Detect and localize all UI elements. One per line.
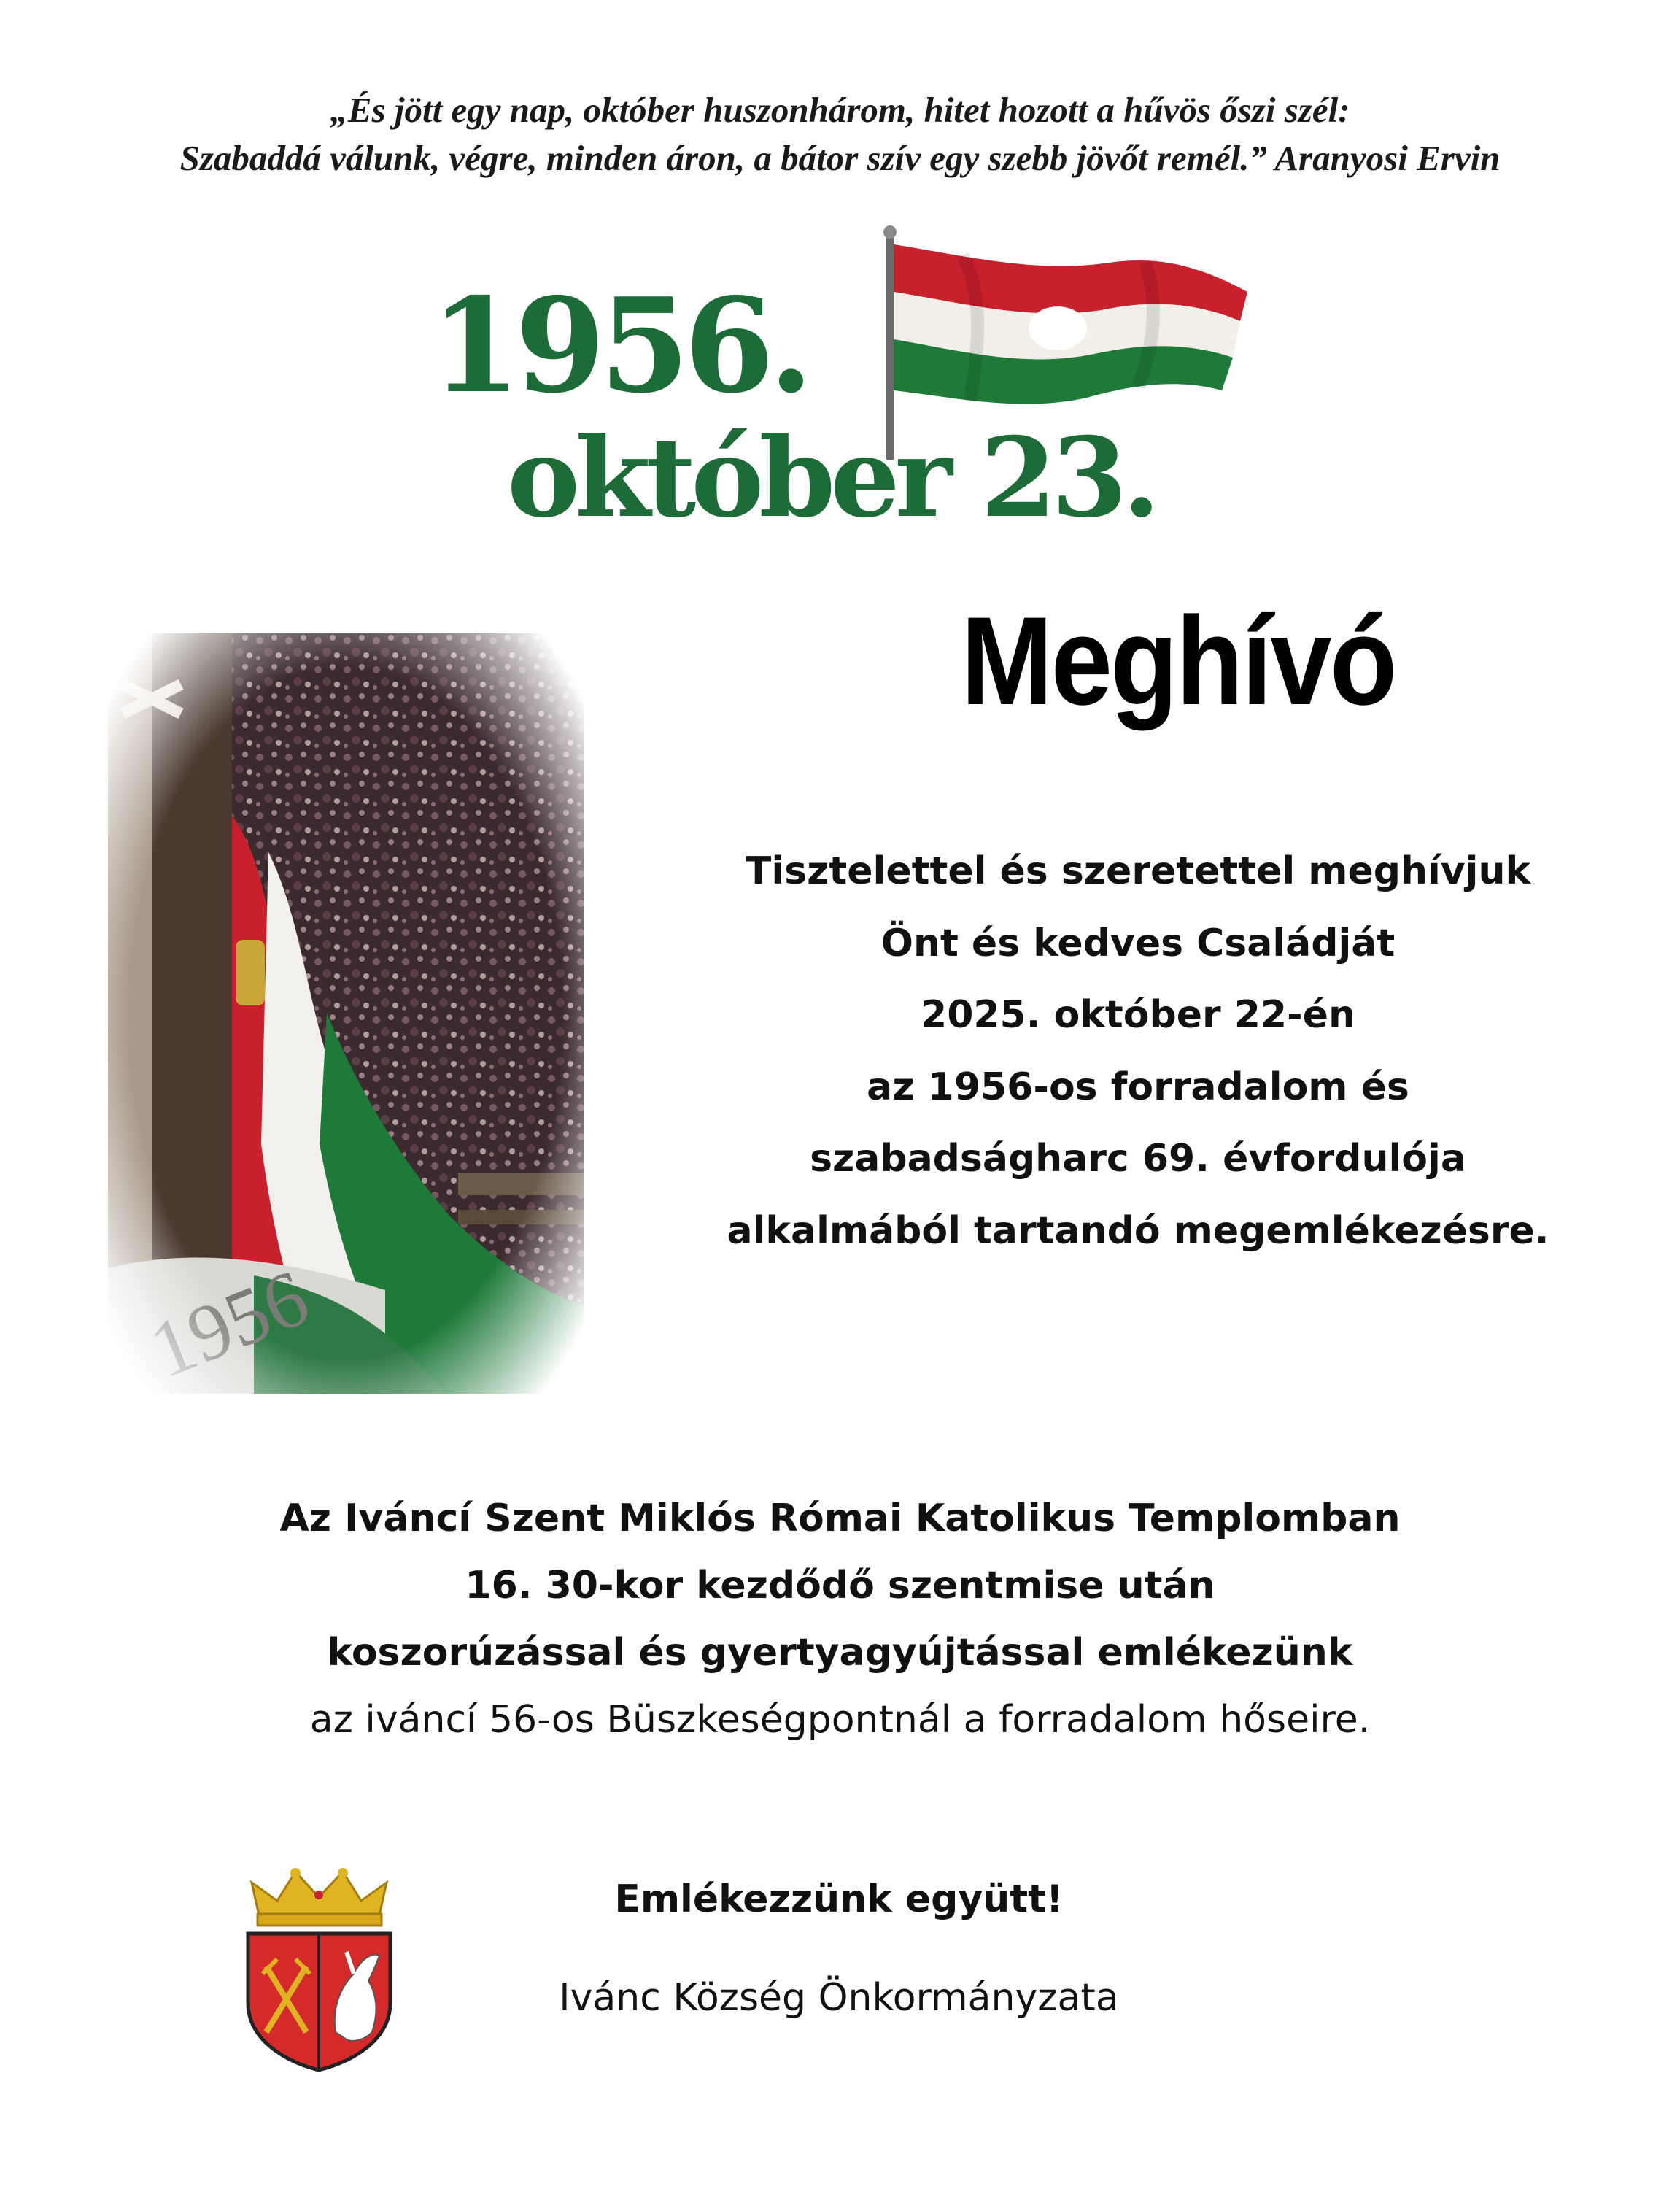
header-date: október 23. [507,414,1156,542]
memorial-photo [108,633,584,1394]
event-time: 16. 30-kor kezdődő szentmise után [465,1564,1215,1607]
invitation-line: Tisztelettel és szeretettel meghívjuk [745,849,1531,893]
invitation-line: 2025. október 22-én [921,993,1355,1037]
invitation-line: az 1956-os forradalom és [867,1065,1409,1109]
opening-quote [0,86,1680,182]
closing-slogan: Emlékezzünk együtt! [614,1877,1064,1921]
event-place: az iváncí 56-os Büszkeségpontnál a forradalom hőseire. [309,1698,1371,1742]
invitation-title: Meghívó [961,591,1396,731]
signature: Ivánc Község Önkormányzata [559,1976,1119,2020]
memorial-flag-image [108,633,584,1394]
header-year: 1956. [430,269,808,422]
invitation-body [700,835,1576,1267]
invitation-line: alkalmából tartandó megemlékezésre. [727,1208,1549,1253]
invitation-line: Önt és kedves Családját [880,921,1396,965]
coat-of-arms-icon [244,1864,394,2072]
event-details [0,1485,1680,1753]
quote-line-2: Szabaddá válunk, végre, minden áron, a bátor szív egy szebb jövőt remél.” Aranyosi Ervin [179,138,1501,178]
invitation-line: szabadságharc 69. évfordulója [810,1137,1466,1181]
quote-line-1: „És jött egy nap, október huszonhárom, hitet hozott a hűvös őszi szél: [330,90,1350,130]
event-activity: koszorúzással és gyertyagyújtással emlékezünk [327,1631,1353,1675]
event-location: Az Iváncí Szent Miklós Római Katolikus Templomban [279,1497,1401,1540]
header-graphic [409,212,1298,562]
